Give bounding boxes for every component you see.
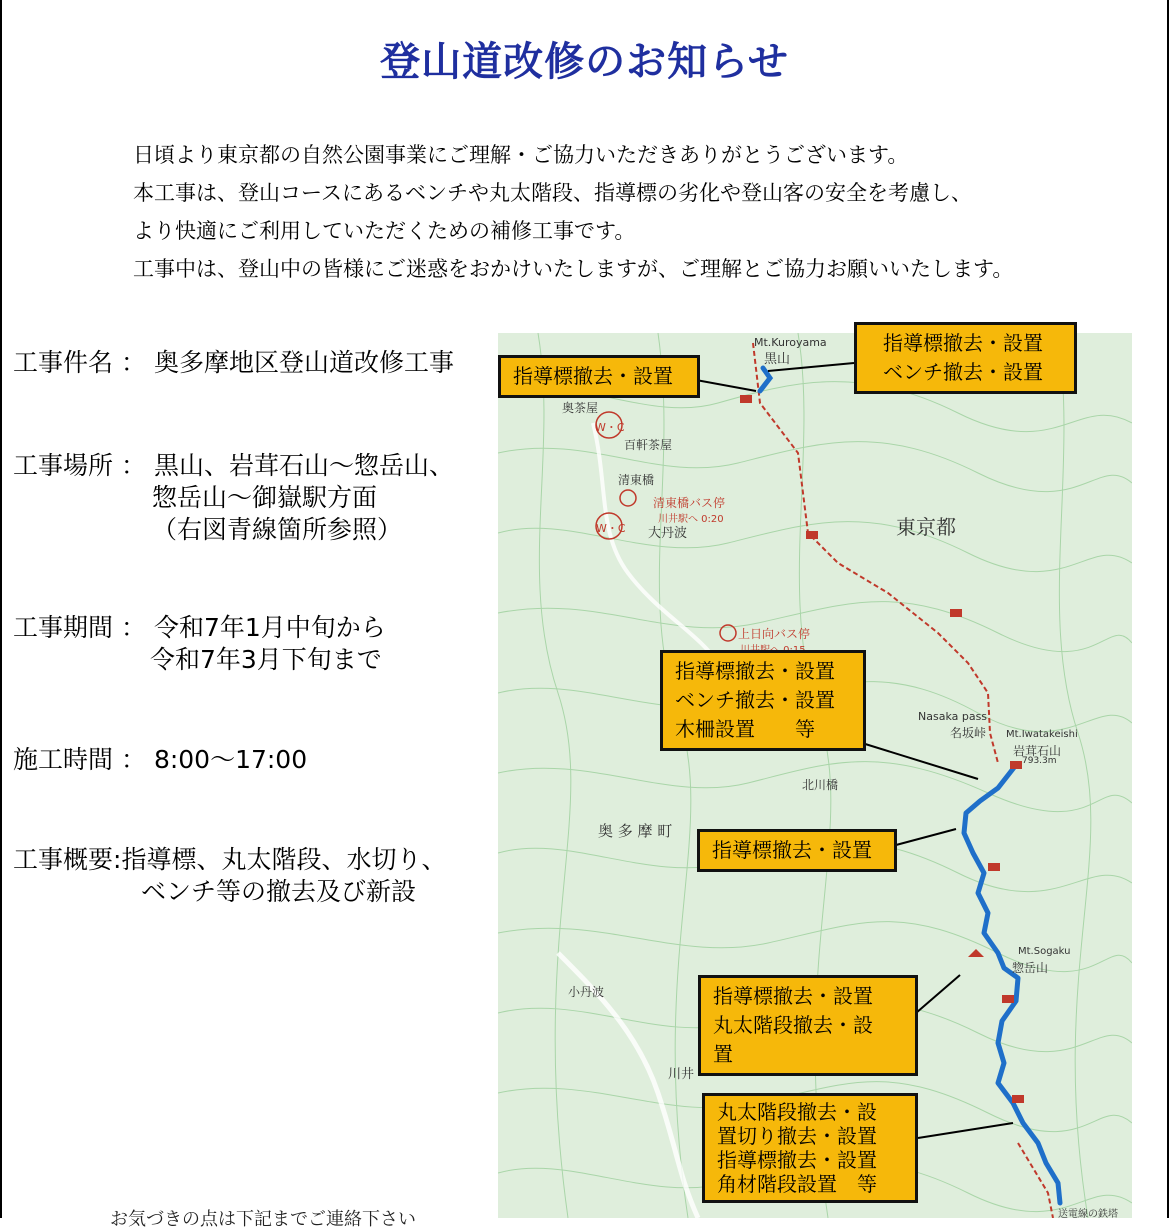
info-label: 工事概要: [13, 845, 114, 874]
callout-line: 置: [713, 1042, 733, 1066]
map-label-hyakkenchaya: 百軒茶屋: [624, 438, 673, 452]
intro-line: 工事中は、登山中の皆様にご迷惑をおかけいたしますが、ご理解とご協力お願いいたします。: [133, 257, 1014, 281]
info-value: 惣岳山～御嶽駅方面: [152, 483, 378, 512]
map-label-kawai: 川井: [668, 1067, 695, 1082]
map-label-iwatakeishi-en: Mt.Iwatakeishi: [1006, 729, 1078, 740]
info-value: 令和7年3月下旬まで: [150, 645, 382, 674]
map-label-seitobashi-bus: 清東橋バス停: [653, 496, 726, 510]
intro-line: より快適にご利用していただくための補修工事です。: [133, 219, 636, 243]
info-value: 令和7年1月中旬から: [153, 613, 386, 642]
callout-kuroyama-west: [498, 355, 700, 398]
map-label-tokyo: 東京都: [896, 515, 956, 539]
callout-line: ベンチ撤去・設置: [675, 688, 835, 712]
info-separator: :: [113, 845, 122, 874]
callout-iwatakeishi: [660, 650, 866, 751]
info-construction-name: [13, 347, 454, 379]
map-label-iwatakeishi: 岩茸石山: [1013, 744, 1062, 758]
info-value: ベンチ等の撤去及び新設: [141, 877, 417, 906]
callout-line: 丸太階段撤去・設: [713, 1013, 873, 1037]
callout-line: 置切り撤去・設置: [717, 1124, 877, 1148]
info-label: 工事場所: [13, 451, 114, 480]
info-label: 工事件名: [13, 348, 114, 377]
map-label-okuchaya: 奥茶屋: [562, 401, 599, 415]
info-label: 施工時間: [13, 745, 114, 774]
callout-line: 指導標撤去・設置: [675, 659, 835, 683]
info-value: （右図青線箇所参照）: [152, 515, 403, 544]
route-map: [498, 333, 1132, 1218]
info-value: 指導標、丸太階段、水切り、: [121, 845, 447, 874]
map-label-nasaka-pass: Nasaka pass: [918, 710, 988, 723]
info-construction-period: [13, 612, 386, 676]
callout-line: ベンチ撤去・設置: [883, 360, 1043, 384]
info-separator: ：: [120, 451, 146, 480]
map-label-wc: W・C: [595, 421, 625, 434]
map-label-kuroyama: 黒山: [764, 352, 791, 367]
map-label-otaba: 大丹波: [648, 526, 688, 541]
map-label-nasaka: 名坂峠: [950, 726, 987, 740]
info-separator: ：: [120, 745, 146, 774]
map-label-sogaku: 惣岳山: [1012, 961, 1049, 975]
info-work-hours: [13, 744, 307, 776]
intro-line: 本工事は、登山コースにあるベンチや丸太階段、指導標の劣化や登山客の安全を考慮し、: [133, 181, 972, 205]
callout-line: 角材階段設置 等: [717, 1172, 877, 1196]
info-separator: ：: [120, 613, 146, 642]
callout-kuroyama-east: [854, 322, 1077, 394]
callout-line: 指導標撤去・設置: [883, 331, 1043, 355]
info-label: 工事期間: [13, 613, 114, 642]
info-construction-place: [13, 450, 454, 546]
route-segment-iwatakeishi-sogaku: [964, 765, 1060, 1203]
callout-line: 指導標撤去・設置: [713, 984, 873, 1008]
map-label-sekiyosen: 送電線の鉄塔: [1058, 1209, 1118, 1218]
map-label-kotaba: 小丹波: [568, 985, 605, 999]
callout-line: 木柵設置 等: [675, 717, 815, 741]
map-label-kuroyama-en: Mt.Kuroyama: [754, 336, 827, 349]
footer-note: お気づきの点は下記までご連絡下さい: [110, 1209, 416, 1230]
map-label-okutama: 奥 多 摩 町: [598, 822, 673, 840]
info-value: 奥多摩地区登山道改修工事: [153, 348, 454, 377]
info-work-summary: [13, 844, 446, 908]
callout-line: 指導標撤去・設置: [712, 838, 872, 862]
callout-line: 丸太階段撤去・設: [717, 1100, 877, 1124]
intro-line: 日頃より東京都の自然公園事業にご理解・ご協力いただきありがとうございます。: [133, 143, 909, 167]
callout-mitake: [702, 1093, 918, 1203]
map-label-kamihinata-bus: 上日向バス停: [738, 627, 811, 641]
intro-paragraph: [133, 136, 1133, 288]
callout-line: 指導標撤去・設置: [717, 1148, 877, 1172]
map-label-sogaku-en: Mt.Sogaku: [1018, 946, 1071, 957]
callout-line: 指導標撤去・設置: [513, 364, 673, 388]
info-separator: ：: [120, 348, 146, 377]
bus-stop-marker: [620, 490, 636, 506]
map-label-wc: W・C: [596, 522, 626, 535]
map-label-kitakawa: 北川橋: [802, 778, 839, 792]
page-title: 登山道改修のお知らせ: [380, 39, 789, 85]
callout-sogaku: [698, 975, 918, 1076]
map-trail: [1018, 1143, 1053, 1218]
map-label-seitobashi: 清東橋: [618, 473, 655, 487]
callout-midslope: [697, 829, 897, 872]
info-value: 8:00～17:00: [153, 745, 308, 774]
map-label-kawai-20: 川井駅へ 0:20: [658, 514, 724, 525]
info-value: 黒山、岩茸石山～惣岳山、: [153, 451, 454, 480]
map-label-iwatakeishi-elev: 793.3m: [1022, 756, 1057, 766]
